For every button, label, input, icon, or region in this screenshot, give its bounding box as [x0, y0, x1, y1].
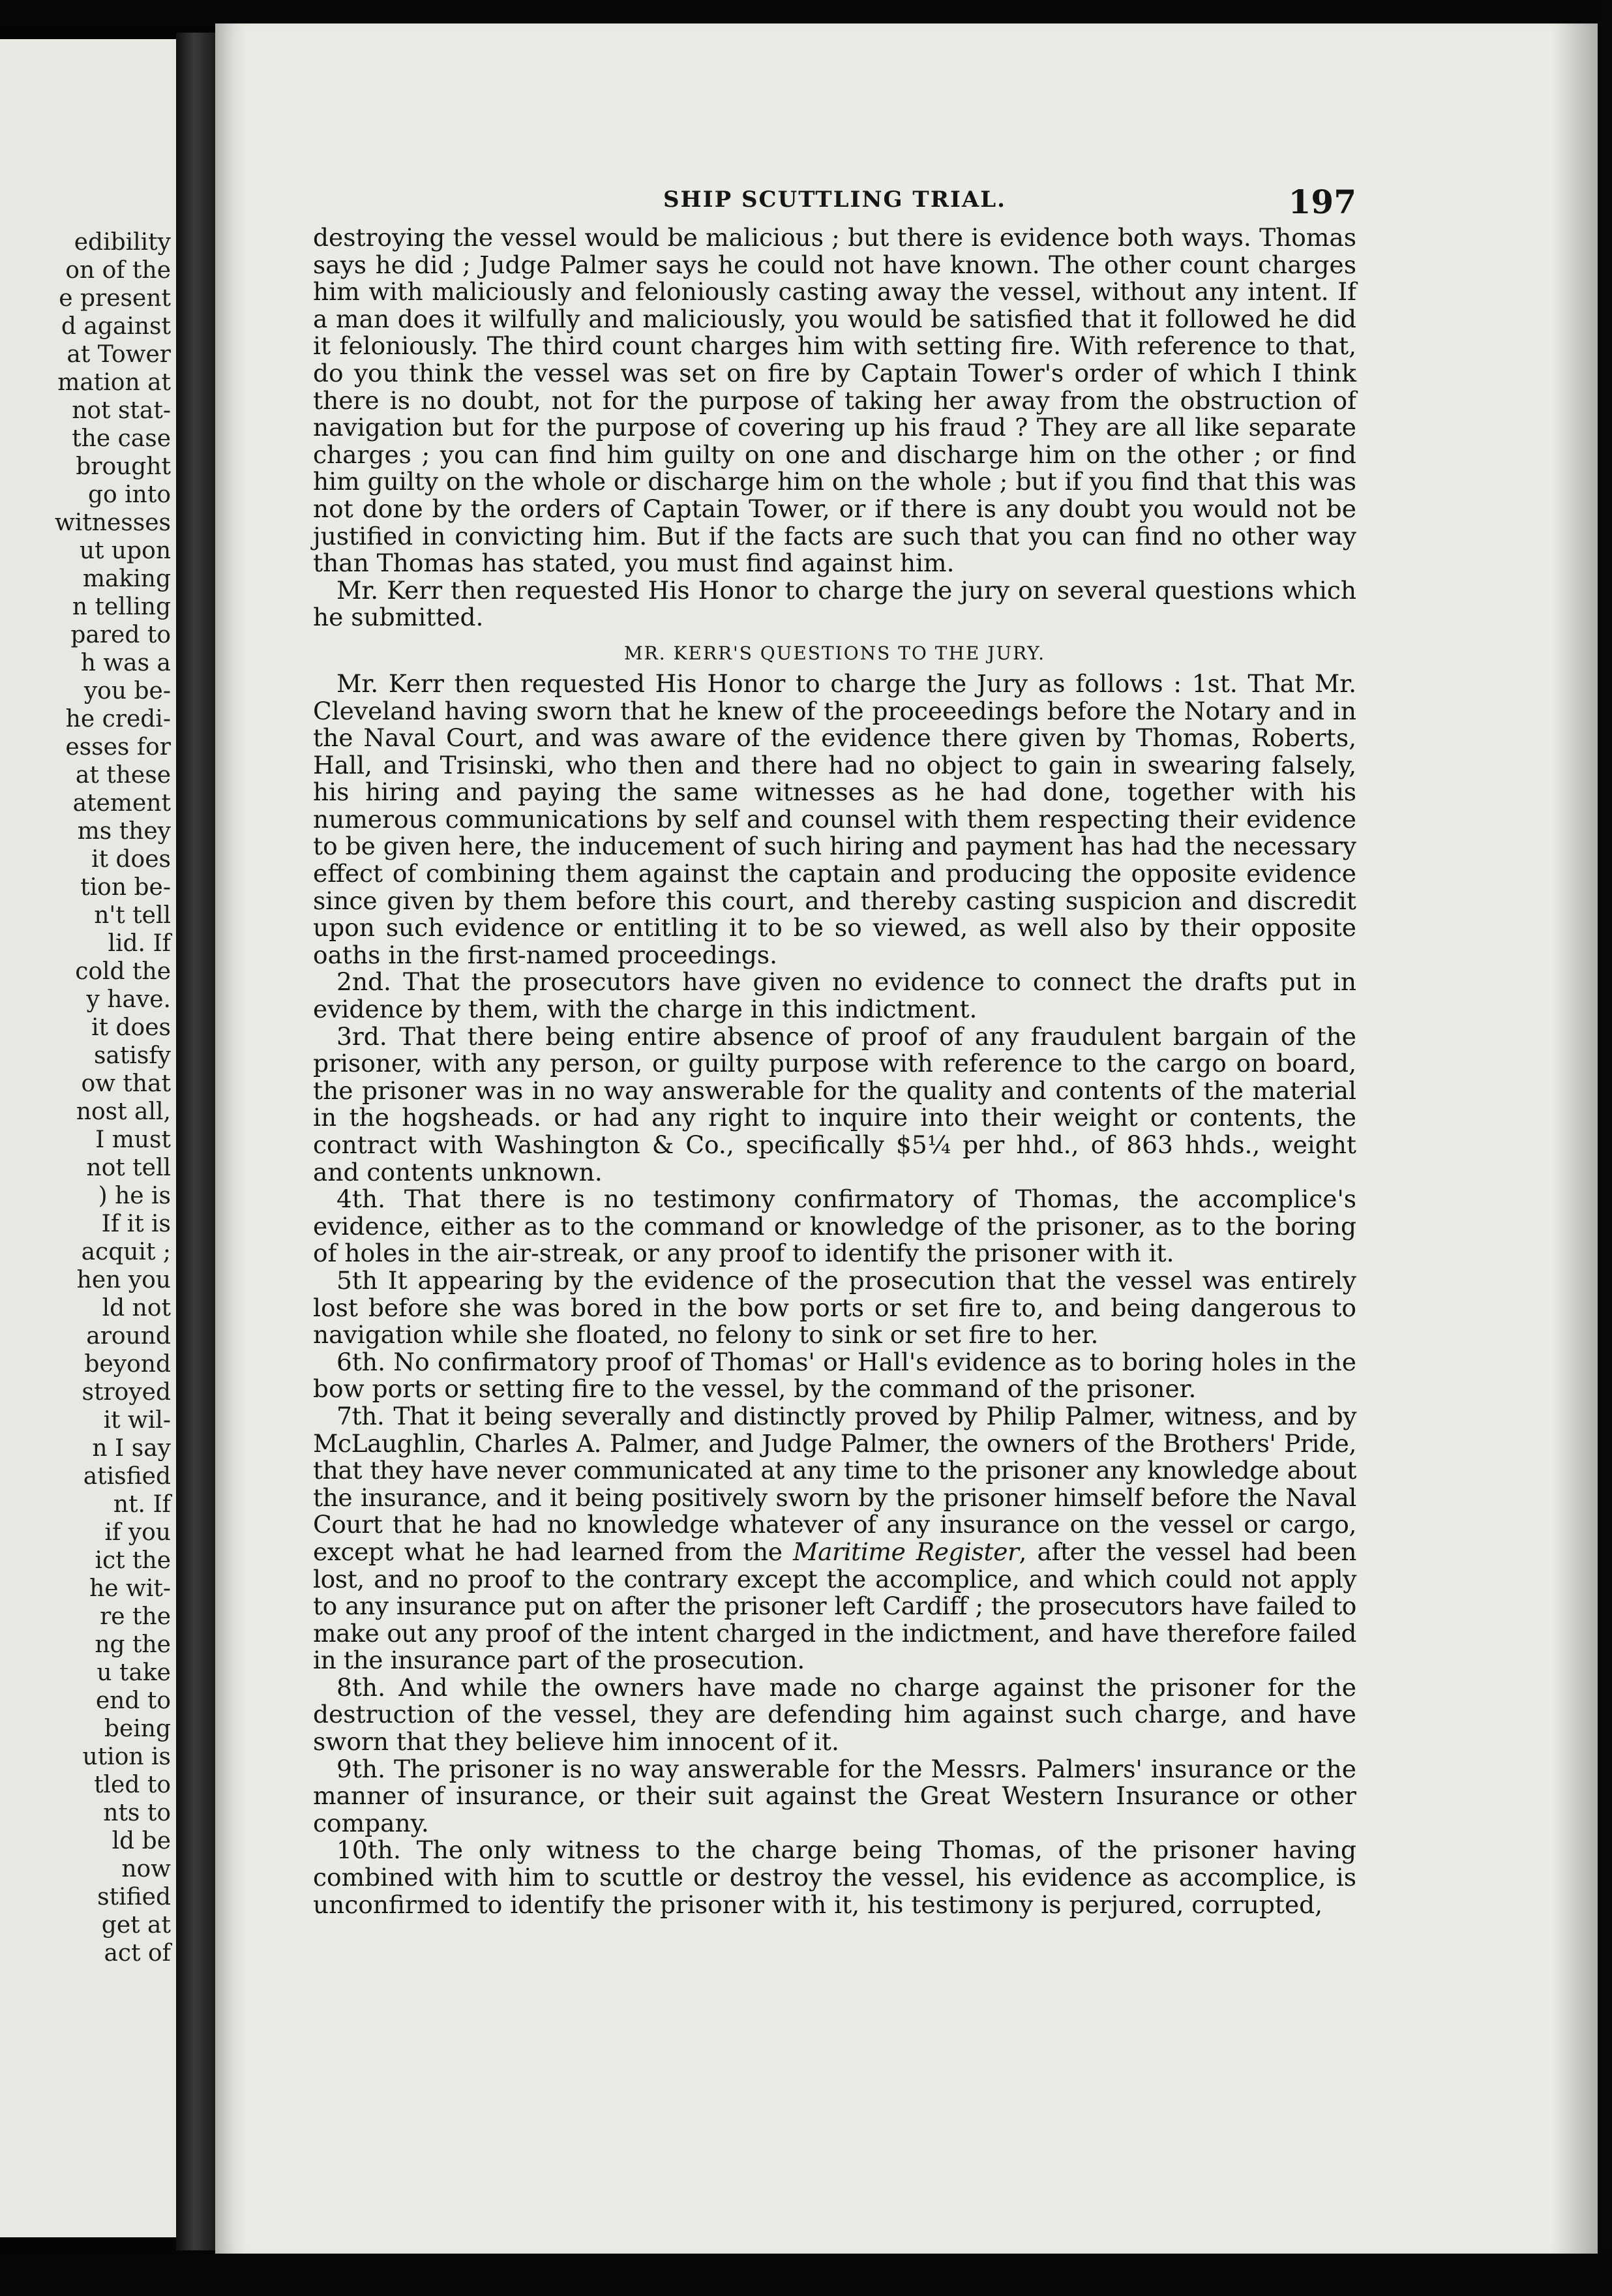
left-page-line: e present	[59, 285, 171, 312]
left-page-line: atement	[72, 790, 171, 817]
left-page-line: on of the	[65, 257, 171, 284]
paragraph-text: after the vessel had been lost, and no proof to the contrary except the accomplice, and which could not apply to any insurance put on after the prisoner left Cardiff ; the prosecutors have failed to make out any proof of the intent charged in the indictment, and have therefore failed in the insurance part of the prosecution.	[313, 1537, 1356, 1675]
paragraph: 2nd. That the prosecutors have given no evidence to connect the drafts put in evidence by them, with the charge in this indictment.	[313, 967, 1356, 1024]
left-page-line: ms they	[77, 818, 171, 845]
left-page-line: get at	[101, 1912, 171, 1939]
paragraph: 6th. No confirmatory proof of Thomas' or Hall's evidence as to boring holes in the bow ports or setting fire to the vessel, by the command of the prisoner.	[313, 1347, 1356, 1404]
left-page-line: the case	[72, 425, 171, 452]
left-page-line: he wit-	[89, 1575, 171, 1602]
left-page-line: at these	[75, 762, 171, 789]
left-page-line: now	[121, 1856, 171, 1882]
left-page-line: ution is	[82, 1744, 171, 1770]
left-page-line: it does	[91, 846, 171, 873]
left-page-line: beyond	[84, 1351, 171, 1378]
section-heading: MR. KERR'S QUESTIONS TO THE JURY.	[623, 642, 1046, 664]
page-number: 197	[1288, 183, 1356, 221]
left-page-line: mation at	[57, 369, 171, 396]
left-page-line: not tell	[86, 1155, 171, 1181]
left-page-line: act of	[104, 1940, 171, 1967]
paragraph: 8th. And while the owners have made no charge against the prisoner for the destruction of the vessel, they are defending him against such charge, and have sworn that they believe him innocent of it.	[313, 1672, 1356, 1757]
paragraph: 4th. That there is no testimony confirmatory of Thomas, the accomplice's evidence, either as to the command or knowledge of the prisoner, as to the boring of holes in the air-streak, or any proof to identify the prisoner with it.	[313, 1185, 1356, 1268]
left-page-line: h was a	[80, 650, 171, 676]
paragraph: Mr. Kerr then requested His Honor to charge the Jury as follows : 1st. That Mr. Cleveland having sworn that he knew of the proceeedings before the Notary and in the Naval Court, and was aware of the evidence there given by Thomas, Roberts, Hall, and Trisinski, who then and there had no object to gain in swearing falsely, his hiring and paying the same witnesses as he had done, together with his numerous communications by self and counsel with them respecting their evidence to be given here, the inducement of such hiring and payment has had the necessary effect of combining them against the captain and producing the opposite evidence since given by them before this court, and thereby casting suspicion and discredit upon such evidence or entitling it to be so viewed, as well also by their opposite oaths in the first-named proceedings.	[313, 669, 1356, 969]
left-page-line: around	[86, 1323, 171, 1350]
left-facing-page	[0, 39, 180, 2237]
left-page-line: end to	[95, 1687, 171, 1714]
paragraph: 3rd. That there being entire absence of proof of any fraudulent bargain of the prisoner, with any person, or guilty purpose with reference to the cargo on board, the prisoner was in no way answerable for the quality and contents of the material in the hogsheads. or had any right to inquire into their weight or contents, the contract with Washington & Co., specifically $5¼ per hhd., of 863 hhds., weight and contents unknown.	[313, 1021, 1356, 1186]
paragraph-text-after-italic: ,	[1019, 1537, 1037, 1566]
left-page-line: not stat-	[72, 397, 171, 424]
left-page-line: you be-	[83, 678, 171, 704]
left-page-line: it wil-	[103, 1407, 171, 1434]
right-page	[215, 23, 1598, 2254]
left-page-line: tled to	[94, 1772, 171, 1798]
paragraph: 10th. The only witness to the charge being Thomas, of the prisoner having combined with him to scuttle or destroy the vessel, his evidence as accomplice, is unconfirmed to identify the prisoner with it, his testimony is perjured, corrupted,	[313, 1835, 1356, 1919]
left-page-line: nt. If	[113, 1491, 171, 1518]
left-page-line: lid. If	[108, 930, 171, 957]
left-page-line: it does	[91, 1014, 171, 1041]
body-text	[313, 224, 1356, 1918]
left-page-line: acquit ;	[81, 1239, 171, 1265]
scan-border-bottom	[0, 2254, 1612, 2296]
left-page-line: stroyed	[82, 1379, 171, 1406]
left-page-line: ut upon	[79, 537, 171, 564]
left-page-line: pared to	[70, 622, 171, 648]
left-page-line: esses for	[65, 734, 171, 761]
left-page-line: being	[104, 1715, 171, 1742]
left-page-line: tion be-	[80, 874, 171, 901]
left-page-text-fragments	[55, 228, 171, 1967]
running-head	[313, 183, 1356, 226]
left-page-line: ow that	[81, 1070, 171, 1097]
paragraph: destroying the vessel would be malicious ; but there is evidence both ways. Thomas says he did ; Judge Palmer says he could not have known. The other count charges him with maliciously and feloniously casting away the vessel, without any intent. If a man does it wilfully and maliciously, you would be satisfied that it followed he did it feloniously. The third count charges him with setting fire. With reference to that, do you think the vessel was set on fire by Captain Tower's order of which I think there is no doubt, not for the purpose of taking her away from the obstruction of navigation but for the purpose of covering up his fraud ? They are all like separate charges ; you can find him guilty on one and discharge him on the other ; or find him guilty on the whole or discharge him on the whole ; but if you find that this was not done by the orders of Captain Tower, or if there is any doubt you would not be justified in convicting him. But if the facts are such that you can find no other way than Thomas has stated, you must find against him.	[313, 223, 1356, 578]
left-page-line: at Tower	[67, 341, 171, 368]
left-page-line: ld be	[112, 1828, 171, 1854]
scan-border-top	[0, 0, 1612, 26]
paragraph: 9th. The prisoner is no way answerable for the Messrs. Palmers' insurance or the manner of insurance, or their suit against the Great Western Insurance or other company.	[313, 1754, 1356, 1837]
left-page-line: if you	[104, 1519, 171, 1546]
left-page-line: atisfied	[83, 1463, 171, 1490]
left-page-line: he credi-	[65, 706, 171, 733]
left-page-line: satisfy	[93, 1042, 171, 1069]
left-page-line: d against	[61, 313, 171, 340]
left-page-line: edibility	[74, 229, 171, 256]
left-page-line: ) he is	[98, 1183, 171, 1209]
left-page-line: I must	[95, 1126, 171, 1153]
paragraph	[313, 1403, 1356, 1674]
left-page-line: n I say	[92, 1435, 171, 1462]
left-page-line: hen you	[76, 1267, 171, 1293]
left-page-line: ng the	[95, 1631, 171, 1658]
left-page-line: If it is	[101, 1211, 171, 1237]
left-page-line: stified	[97, 1884, 171, 1911]
italic-title: Maritime Register	[793, 1537, 1019, 1566]
left-page-line: making	[82, 566, 171, 592]
paragraph: 5th It appearing by the evidence of the prosecution that the vessel was entirely lost before she was bored in the bow ports or set fire to, and being dangerous to navigation while she floated, no felony to sink or set fire to her.	[313, 1265, 1356, 1350]
page-edge-shadow	[1552, 23, 1598, 2254]
scan-border-right	[1598, 0, 1612, 2296]
paragraph: Mr. Kerr then requested His Honor to charge the jury on several questions which he submitted.	[313, 575, 1356, 632]
left-page-line: n't tell	[94, 902, 171, 929]
left-page-line: witnesses	[54, 509, 171, 536]
left-page-line: n telling	[72, 594, 171, 620]
left-page-line: ict the	[95, 1547, 171, 1574]
left-page-line: ld not	[102, 1295, 171, 1322]
left-page-line: nost all,	[76, 1098, 171, 1125]
left-page-line: re the	[100, 1603, 171, 1630]
left-page-line: brought	[76, 453, 171, 480]
left-page-line: cold the	[75, 958, 171, 985]
book-gutter	[176, 33, 216, 2250]
running-title: SHIP SCUTTLING TRIAL.	[663, 187, 1006, 213]
left-page-line: nts to	[103, 1800, 171, 1826]
left-page-line: y have.	[86, 986, 171, 1013]
left-page-line: go into	[87, 481, 171, 508]
left-page-line: u take	[97, 1659, 171, 1686]
paragraph-text: 7th. That it being severally and distinctly proved by Philip Palmer, witness, and by McLaughlin, Charles A. Palmer, and Judge Palmer, the owners of the Brothers' Pride, that they have never communicated at any time to the prisoner any knowledge about the insurance, and it being positively sworn by the prisoner himself before the Naval Court that he had no knowledge whatever of any insurance on the vessel or cargo, except what he had learned from the	[313, 1401, 1356, 1566]
